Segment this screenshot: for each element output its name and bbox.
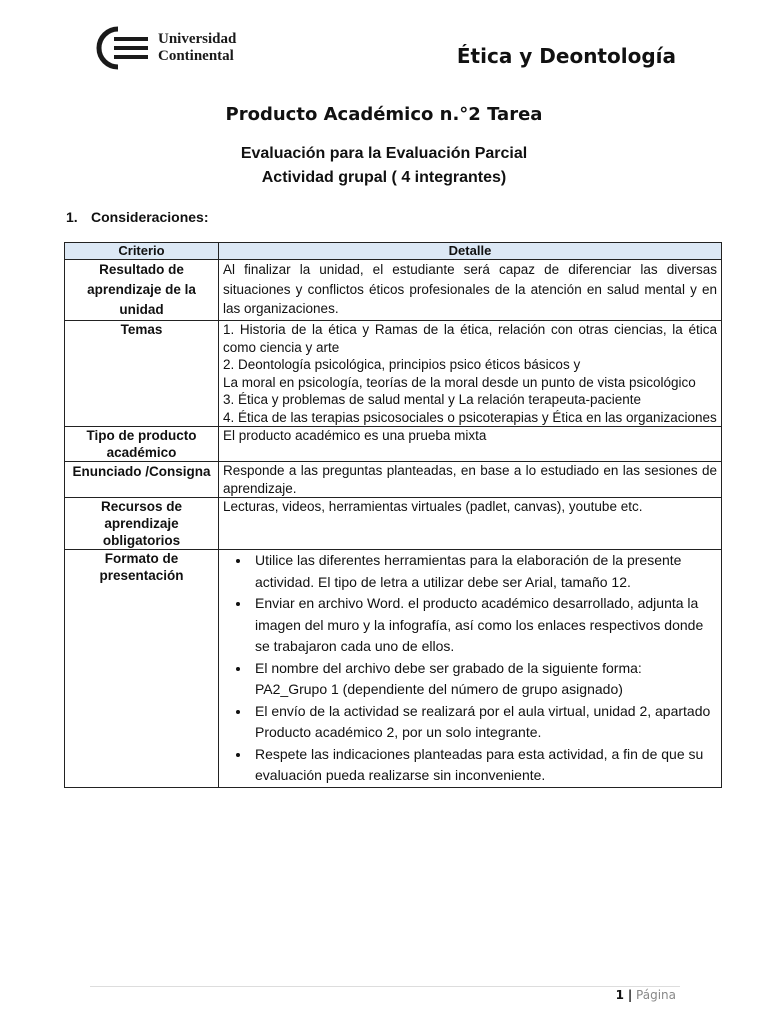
row-value: Al finalizar la unidad, el estudiante será capaz de diferenciar las diversas situaciones y conflictos éticos profesionales de la atención en salud mental y en las organizaciones.	[219, 260, 722, 321]
row-value	[219, 550, 722, 788]
continental-logo-icon	[92, 26, 152, 70]
table-row	[65, 321, 722, 427]
row-key: Tipo de producto académico	[65, 427, 219, 462]
row-key: Enunciado /Consigna	[65, 462, 219, 498]
topic-2: 2. Deontología psicológica, principios psico éticos básicos y	[223, 357, 581, 372]
subtitle-activity: Actividad grupal ( 4 integrantes)	[261, 169, 507, 186]
row-value: El producto académico es una prueba mixta	[219, 427, 722, 462]
row-value	[219, 321, 722, 427]
list-item: • El envío de la actividad se realizará por el aula virtual, unidad 2, apartado Producto académico 2, por un solo integrante.	[251, 701, 717, 744]
section-number: 1.	[66, 209, 78, 225]
table-header-row	[65, 243, 722, 260]
table-row	[65, 462, 722, 498]
table-row	[65, 550, 722, 788]
subtitle-evaluation: Evaluación para la Evaluación Parcial	[240, 145, 528, 162]
format-list	[223, 550, 717, 787]
logo-text	[158, 31, 236, 65]
row-key: Resultado de aprendizaje de la unidad	[65, 260, 219, 321]
row-value: Lecturas, videos, herramientas virtuales (padlet, canvas), youtube etc.	[219, 498, 722, 550]
row-key: Recursos de aprendizaje obligatorios	[65, 498, 219, 550]
logo-line-1: Universidad	[158, 31, 237, 47]
row-value: Responde a las preguntas planteadas, en base a lo estudiado en las sesiones de aprendizaje.	[219, 462, 722, 498]
table-row	[65, 260, 722, 321]
university-logo	[92, 26, 236, 70]
footer-separator: |	[627, 988, 633, 1002]
topic-2b: La moral en psicología, teorías de la moral desde un punto de vista psicológico	[223, 374, 696, 390]
header-criterio: Criterio	[65, 243, 219, 260]
considerations-table	[64, 242, 722, 788]
section-heading	[66, 209, 208, 225]
row-key: Temas	[65, 321, 219, 427]
topic-3: 3. Ética y problemas de salud mental y La relación terapeuta-paciente	[223, 392, 641, 407]
footer-label: Página	[636, 988, 676, 1002]
table-row	[65, 427, 722, 462]
list-item: • El nombre del archivo debe ser grabado de la siguiente forma: PA2_Grupo 1 (dependiente del número de grupo asignado)	[251, 658, 717, 701]
logo-line-2: Continental	[158, 48, 234, 64]
topic-1: 1. Historia de la ética y Ramas de la ética, relación con otras ciencias, la ética como ciencia y arte	[223, 322, 717, 355]
document-title: Producto Académico n.°2 Tarea	[225, 104, 543, 125]
section-label: Consideraciones:	[91, 209, 209, 225]
list-item: • Respete las indicaciones planteadas para esta actividad, a fin de que su evaluación pueda realizarse sin inconveniente.	[251, 744, 717, 787]
page-number: 1	[615, 988, 624, 1002]
topic-4: 4. Ética de las terapias psicosociales o psicoterapias y Ética en las organizaciones	[223, 409, 717, 425]
page-footer	[616, 988, 676, 1002]
course-title: Ética y Deontología	[456, 44, 676, 68]
table-row	[65, 498, 722, 550]
list-item: • Utilice las diferentes herramientas para la elaboración de la presente actividad. El tipo de letra a utilizar debe ser Arial, tamaño 12.	[251, 550, 717, 593]
list-item: • Enviar en archivo Word. el producto académico desarrollado, adjunta la imagen del muro y la infografía, así como los enlaces respectivos donde se trabajaron cada uno de ellos.	[251, 593, 717, 658]
row-key: Formato de presentación	[65, 550, 219, 788]
footer-divider	[90, 986, 680, 987]
header-detalle: Detalle	[219, 243, 722, 260]
